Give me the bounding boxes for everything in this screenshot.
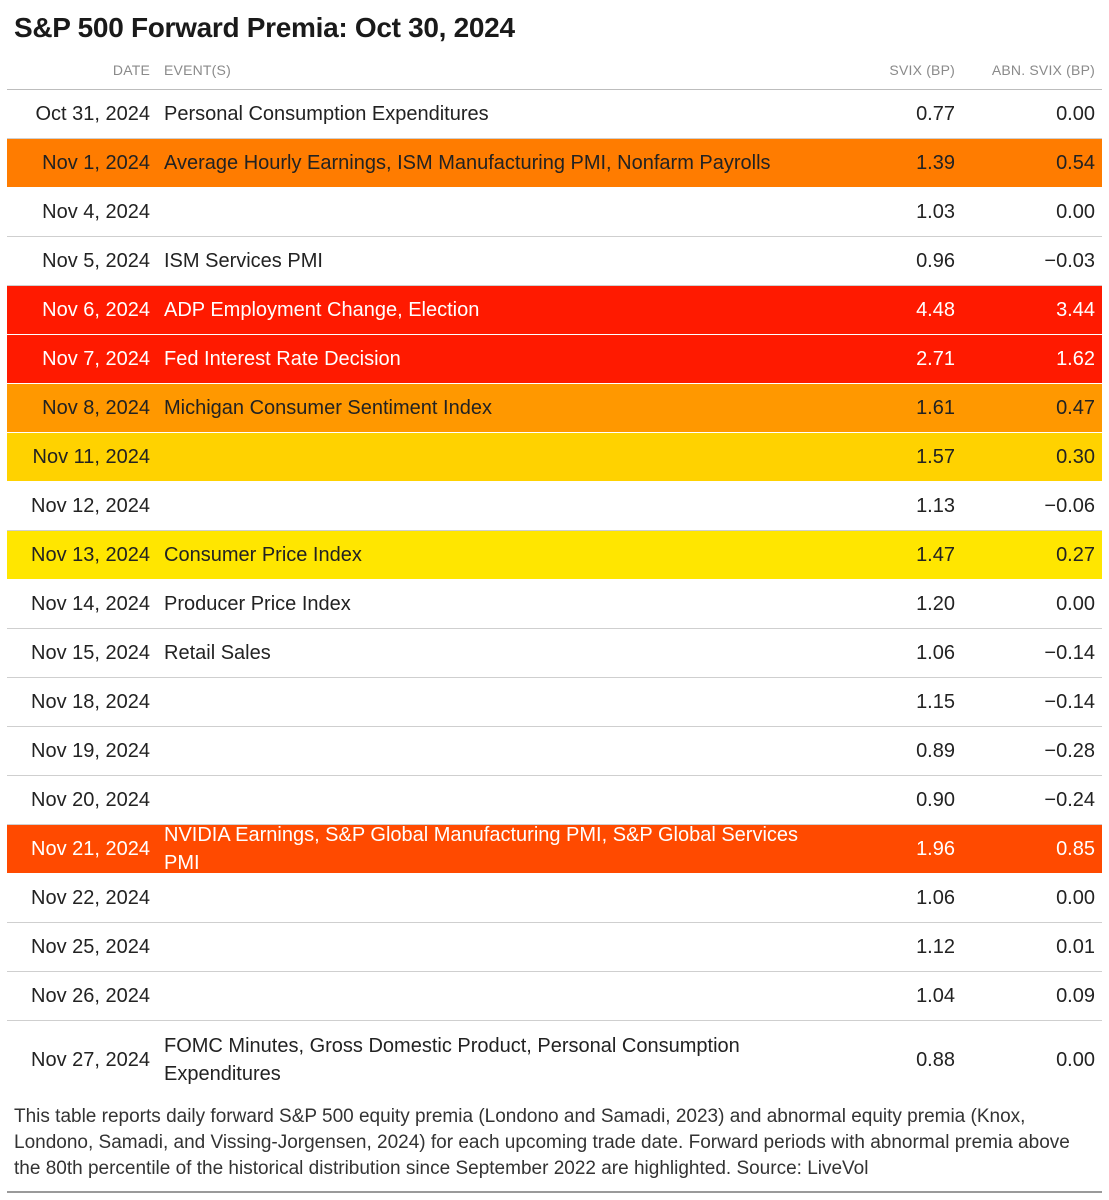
abn-svix-cell: 0.00: [1056, 886, 1095, 909]
table-row: [7, 90, 1102, 139]
table-row: [7, 237, 1102, 286]
table-row: [7, 678, 1102, 727]
svix-cell: 0.89: [916, 739, 955, 762]
abn-svix-cell: −0.06: [1044, 494, 1095, 517]
svix-cell: 0.88: [916, 1048, 955, 1071]
date-cell: Nov 19, 2024: [31, 739, 150, 762]
date-cell: Nov 12, 2024: [31, 494, 150, 517]
table-row: [7, 923, 1102, 972]
svix-cell: 1.06: [916, 886, 955, 909]
table-row: [7, 384, 1102, 433]
events-cell: [164, 482, 804, 530]
abn-svix-cell: 1.62: [1056, 347, 1095, 370]
date-cell: Nov 20, 2024: [31, 788, 150, 811]
date-cell: Nov 8, 2024: [42, 396, 150, 419]
events-cell: ISM Services PMI: [164, 250, 323, 272]
header-events: EVENT(S): [164, 62, 231, 78]
date-cell: Nov 4, 2024: [42, 200, 150, 223]
events-cell: FOMC Minutes, Gross Domestic Product, Personal Consumption Expenditures: [164, 1035, 740, 1085]
table-row: [7, 825, 1102, 874]
abn-svix-cell: 0.09: [1056, 984, 1095, 1007]
abn-svix-cell: 0.00: [1056, 592, 1095, 615]
table-row: [7, 972, 1102, 1021]
events-cell: Retail Sales: [164, 642, 271, 664]
svix-cell: 1.47: [916, 543, 955, 566]
table-header: [7, 52, 1102, 90]
svix-cell: 1.61: [916, 396, 955, 419]
table-row: [7, 580, 1102, 629]
abn-svix-cell: −0.14: [1044, 641, 1095, 664]
table-row: [7, 335, 1102, 384]
abn-svix-cell: −0.24: [1044, 788, 1095, 811]
svix-cell: 2.71: [916, 347, 955, 370]
date-cell: Nov 13, 2024: [31, 543, 150, 566]
abn-svix-cell: 0.00: [1056, 1048, 1095, 1071]
date-cell: Nov 6, 2024: [42, 298, 150, 321]
events-cell: NVIDIA Earnings, S&P Global Manufacturing PMI, S&P Global Services PMI: [164, 824, 799, 874]
svix-cell: 1.03: [916, 200, 955, 223]
events-cell: [164, 972, 804, 1020]
table-row: [7, 727, 1102, 776]
events-cell: [164, 727, 804, 775]
date-cell: Nov 27, 2024: [31, 1048, 150, 1071]
date-cell: Oct 31, 2024: [35, 102, 150, 125]
events-cell: [164, 874, 804, 922]
abn-svix-cell: −0.03: [1044, 249, 1095, 272]
abn-svix-cell: 0.27: [1056, 543, 1095, 566]
events-cell: Michigan Consumer Sentiment Index: [164, 397, 492, 419]
events-cell: [164, 433, 804, 481]
date-cell: Nov 1, 2024: [42, 151, 150, 174]
table-row: [7, 629, 1102, 678]
table-body: [7, 90, 1102, 1099]
footnote: This table reports daily forward S&P 500 equity premia (Londono and Samadi, 2023) and abnormal equity premia (Knox, Londono, Samadi, and Vissing-Jorgensen, 2024) for each upcoming trade date. Forward periods with abnormal premia above the 80th percentile of the historical distribution since September 2022 are highlighted. Source: LiveVol: [14, 1106, 1070, 1179]
events-cell: [164, 923, 804, 971]
table-row: [7, 139, 1102, 188]
svix-cell: 0.96: [916, 249, 955, 272]
svix-cell: 1.20: [916, 592, 955, 615]
svix-cell: 1.04: [916, 984, 955, 1007]
date-cell: Nov 11, 2024: [32, 445, 150, 468]
date-cell: Nov 7, 2024: [42, 347, 150, 370]
date-cell: Nov 25, 2024: [31, 935, 150, 958]
events-cell: Personal Consumption Expenditures: [164, 103, 489, 125]
header-abn-svix: ABN. SVIX (BP): [991, 62, 1095, 78]
svix-cell: 1.13: [916, 494, 955, 517]
svix-cell: 0.77: [916, 102, 955, 125]
abn-svix-cell: 0.00: [1056, 102, 1095, 125]
events-cell: Consumer Price Index: [164, 544, 362, 566]
date-cell: Nov 18, 2024: [31, 690, 150, 713]
abn-svix-cell: −0.28: [1044, 739, 1095, 762]
table-row: [7, 531, 1102, 580]
events-cell: Average Hourly Earnings, ISM Manufacturing PMI, Nonfarm Payrolls: [164, 152, 771, 174]
svix-cell: 1.06: [916, 641, 955, 664]
events-cell: Fed Interest Rate Decision: [164, 348, 401, 370]
premia-table: [7, 52, 1102, 1099]
date-cell: Nov 15, 2024: [31, 641, 150, 664]
table-row: [7, 433, 1102, 482]
header-svix: SVIX (BP): [889, 62, 955, 78]
page-title: S&P 500 Forward Premia: Oct 30, 2024: [14, 12, 515, 43]
events-cell: [164, 678, 804, 726]
header-date: DATE: [112, 62, 150, 78]
table-row: [7, 286, 1102, 335]
date-cell: Nov 26, 2024: [31, 984, 150, 1007]
svix-cell: 1.57: [916, 445, 955, 468]
abn-svix-cell: 0.01: [1056, 935, 1095, 958]
abn-svix-cell: −0.14: [1044, 690, 1095, 713]
events-cell: [164, 776, 804, 824]
events-cell: ADP Employment Change, Election: [164, 299, 480, 321]
table-row: [7, 1021, 1102, 1099]
date-cell: Nov 14, 2024: [31, 592, 150, 615]
events-cell: Producer Price Index: [164, 593, 351, 615]
abn-svix-cell: 0.54: [1056, 151, 1095, 174]
abn-svix-cell: 0.85: [1056, 837, 1095, 860]
svix-cell: 0.90: [916, 788, 955, 811]
abn-svix-cell: 0.47: [1056, 396, 1095, 419]
date-cell: Nov 5, 2024: [42, 249, 150, 272]
table-row: [7, 482, 1102, 531]
svix-cell: 1.12: [916, 935, 955, 958]
table-row: [7, 188, 1102, 237]
svix-cell: 1.39: [916, 151, 955, 174]
abn-svix-cell: 0.00: [1056, 200, 1095, 223]
events-cell: [164, 188, 804, 236]
date-cell: Nov 22, 2024: [31, 886, 150, 909]
date-cell: Nov 21, 2024: [31, 837, 150, 860]
table-row: [7, 776, 1102, 825]
svix-cell: 1.96: [916, 837, 955, 860]
svix-cell: 1.15: [916, 690, 955, 713]
abn-svix-cell: 0.30: [1056, 445, 1095, 468]
bottom-divider: [7, 1191, 1102, 1193]
abn-svix-cell: 3.44: [1056, 298, 1095, 321]
svix-cell: 4.48: [916, 298, 955, 321]
table-row: [7, 874, 1102, 923]
